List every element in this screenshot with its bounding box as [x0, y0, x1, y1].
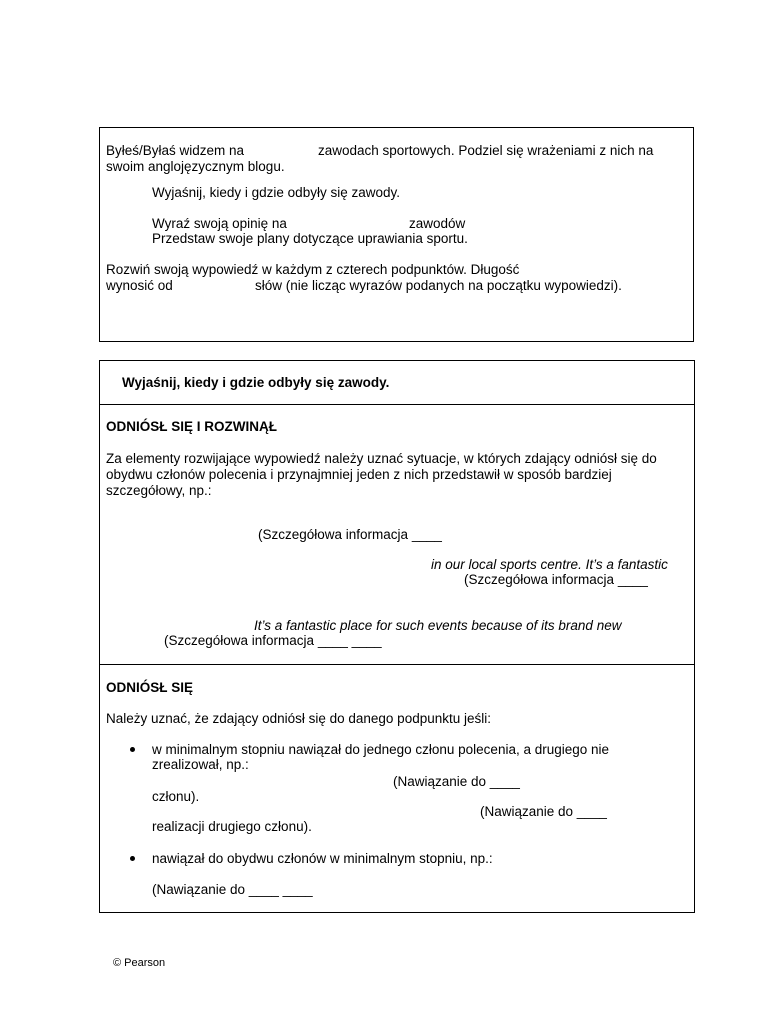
task-instruction-2b: słów (nie licząc wyrazów podanych na początku wypowiedzi).	[255, 278, 622, 293]
example-english: It’s a fantastic place for such events because of its brand new	[254, 618, 622, 633]
task-point-3: Przedstaw swoje plany dotyczące uprawiania sportu.	[152, 231, 468, 246]
section1-desc-2: obydwu członów polecenia i przynajmniej jeden z nich przedstawił w sposób bardziej	[106, 467, 612, 482]
task-intro-b: zawodach sportowych. Podziel się wrażeniami z nich na	[318, 143, 654, 158]
section1-desc-3: szczegółowy, np.:	[106, 483, 212, 498]
section-title-developed: ODNIÓSŁ SIĘ I ROZWINĄŁ	[106, 419, 277, 434]
divider	[99, 664, 695, 665]
task-point-2a: Wyraź swoją opinię na	[152, 216, 287, 231]
section1-desc-1: Za elementy rozwijające wypowiedź należy uznać sytuacje, w których zdający odniósł się do	[106, 451, 657, 466]
task-instruction-1: Rozwiń swoją wypowiedź w każdym z czterech podpunktów. Długość	[106, 262, 520, 277]
example-note: (Szczegółowa informacja ____	[258, 527, 442, 542]
example-note-cont: realizacji drugiego członu).	[152, 819, 312, 834]
example-note: (Nawiązanie do ____	[480, 804, 607, 819]
example-note: (Szczegółowa informacja ____ ____	[164, 633, 382, 648]
bullet1-line1: w minimalnym stopniu nawiązał do jednego członu polecenia, a drugiego nie	[152, 742, 610, 757]
copyright: © Pearson	[113, 957, 166, 969]
task-point-2b: zawodów	[409, 216, 466, 231]
section-title-referenced: ODNIÓSŁ SIĘ	[106, 680, 194, 695]
bullet1-line2: zrealizował, np.:	[152, 757, 249, 772]
example-english: in our local sports centre. It’s a fantastic	[431, 557, 668, 572]
task-point-1: Wyjaśnij, kiedy i gdzie odbyły się zawody.	[152, 185, 400, 200]
example-note: (Nawiązanie do ____	[393, 774, 520, 789]
bullet-icon	[130, 856, 135, 861]
task-instruction-2a: wynosić od	[106, 278, 173, 293]
example-note-cont: członu).	[152, 789, 200, 804]
divider	[99, 404, 695, 405]
bullet2: nawiązał do obydwu członów w minimalnym stopniu, np.:	[152, 851, 493, 866]
bullet-icon	[130, 747, 135, 752]
section2-desc: Należy uznać, że zdający odniósł się do danego podpunktu jeśli:	[106, 711, 491, 726]
criteria-header: Wyjaśnij, kiedy i gdzie odbyły się zawody.	[122, 375, 390, 390]
task-intro-a: Byłeś/Byłaś widzem na	[106, 143, 245, 158]
task-intro-line2: swoim anglojęzycznym blogu.	[106, 159, 285, 174]
example-note: (Nawiązanie do ____ ____	[152, 882, 313, 897]
example-note: (Szczegółowa informacja ____	[464, 572, 648, 587]
